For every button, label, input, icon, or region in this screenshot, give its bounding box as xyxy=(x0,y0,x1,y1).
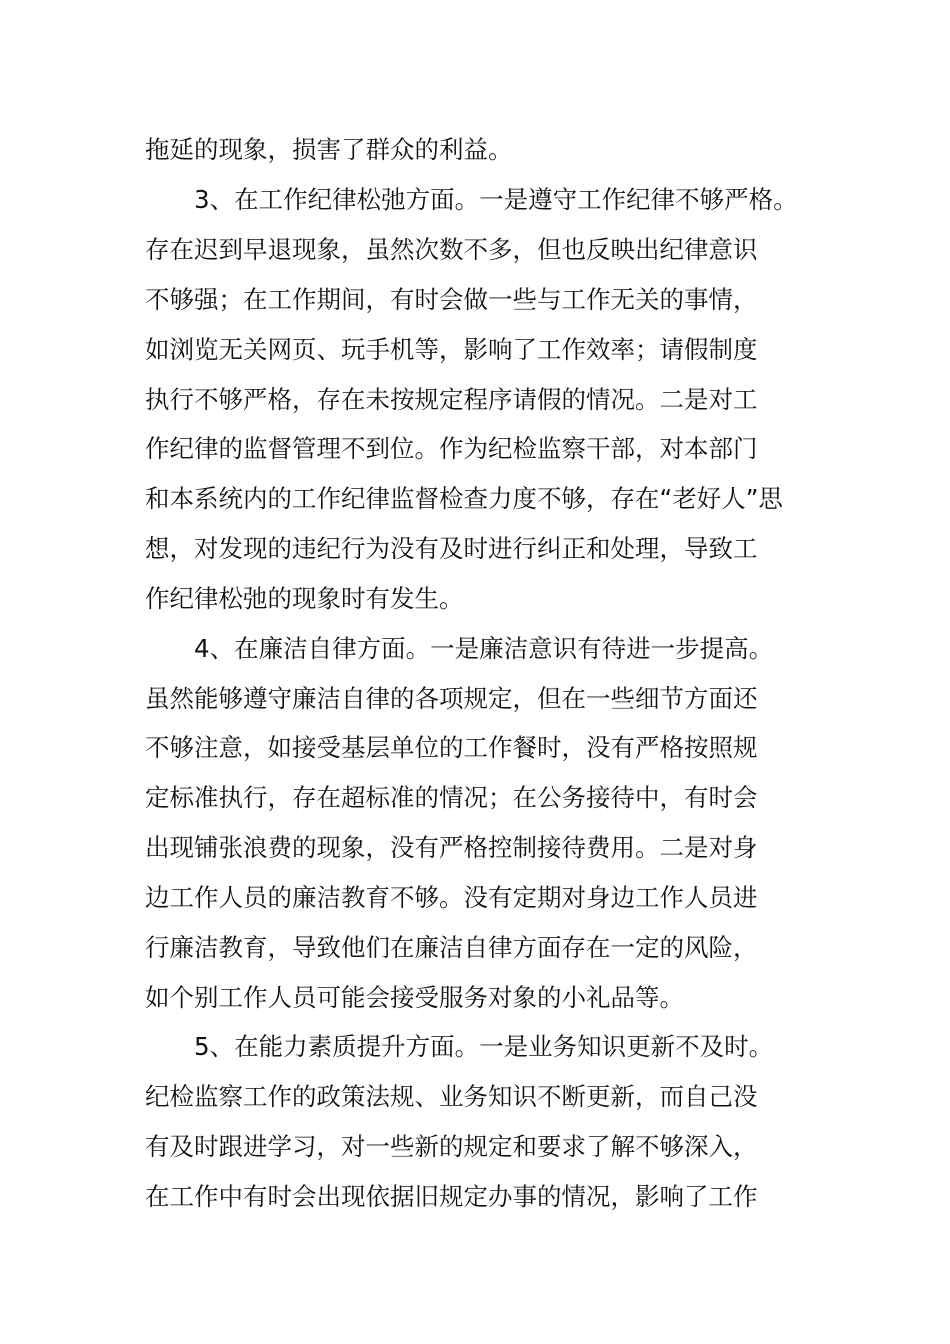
paragraph-heading-3: 3、在工作纪律松弛方面。一是遵守工作纪律不够严格。 xyxy=(194,185,798,214)
text-line: 存在迟到早退现象，虽然次数不多，但也反映出纪律意识 xyxy=(145,235,758,264)
text-line: 执行不够严格，存在未按规定程序请假的情况。二是对工 xyxy=(145,385,758,414)
text-line: 行廉洁教育，导致他们在廉洁自律方面存在一定的风险， xyxy=(145,933,758,962)
text-line: 边工作人员的廉洁教育不够。没有定期对身边工作人员进 xyxy=(145,883,758,912)
text-line: 如浏览无关网页、玩手机等，影响了工作效率；请假制度 xyxy=(145,335,758,364)
text-line: 定标准执行，存在超标准的情况；在公务接待中，有时会 xyxy=(145,783,758,812)
text-line: 不够注意，如接受基层单位的工作餐时，没有严格按照规 xyxy=(145,733,758,762)
text-line: 作纪律松弛的现象时有发生。 xyxy=(145,584,464,613)
text-line: 出现铺张浪费的现象，没有严格控制接待费用。二是对身 xyxy=(145,833,758,862)
paragraph-heading-4: 4、在廉洁自律方面。一是廉洁意识有待进一步提高。 xyxy=(194,634,774,663)
text-line: 如个别工作人员可能会接受服务对象的小礼品等。 xyxy=(145,983,684,1012)
text-line: 作纪律的监督管理不到位。作为纪检监察干部，对本部门 xyxy=(145,434,758,463)
text-line: 在工作中有时会出现依据旧规定办事的情况，影响了工作 xyxy=(145,1182,758,1211)
text-line: 虽然能够遵守廉洁自律的各项规定，但在一些细节方面还 xyxy=(145,684,758,713)
text-line: 想，对发现的违纪行为没有及时进行纠正和处理，导致工 xyxy=(145,534,758,563)
paragraph-heading-5: 5、在能力素质提升方面。一是业务知识更新不及时。 xyxy=(194,1032,774,1061)
text-line: 纪检监察工作的政策法规、业务知识不断更新，而自己没 xyxy=(145,1082,758,1111)
text-line: 有及时跟进学习，对一些新的规定和要求了解不够深入， xyxy=(145,1132,758,1161)
text-line: 不够强；在工作期间，有时会做一些与工作无关的事情， xyxy=(145,285,758,314)
text-line: 和本系统内的工作纪律监督检查力度不够，存在“老好人”思 xyxy=(145,484,783,513)
text-line: 拖延的现象，损害了群众的利益。 xyxy=(145,135,513,164)
